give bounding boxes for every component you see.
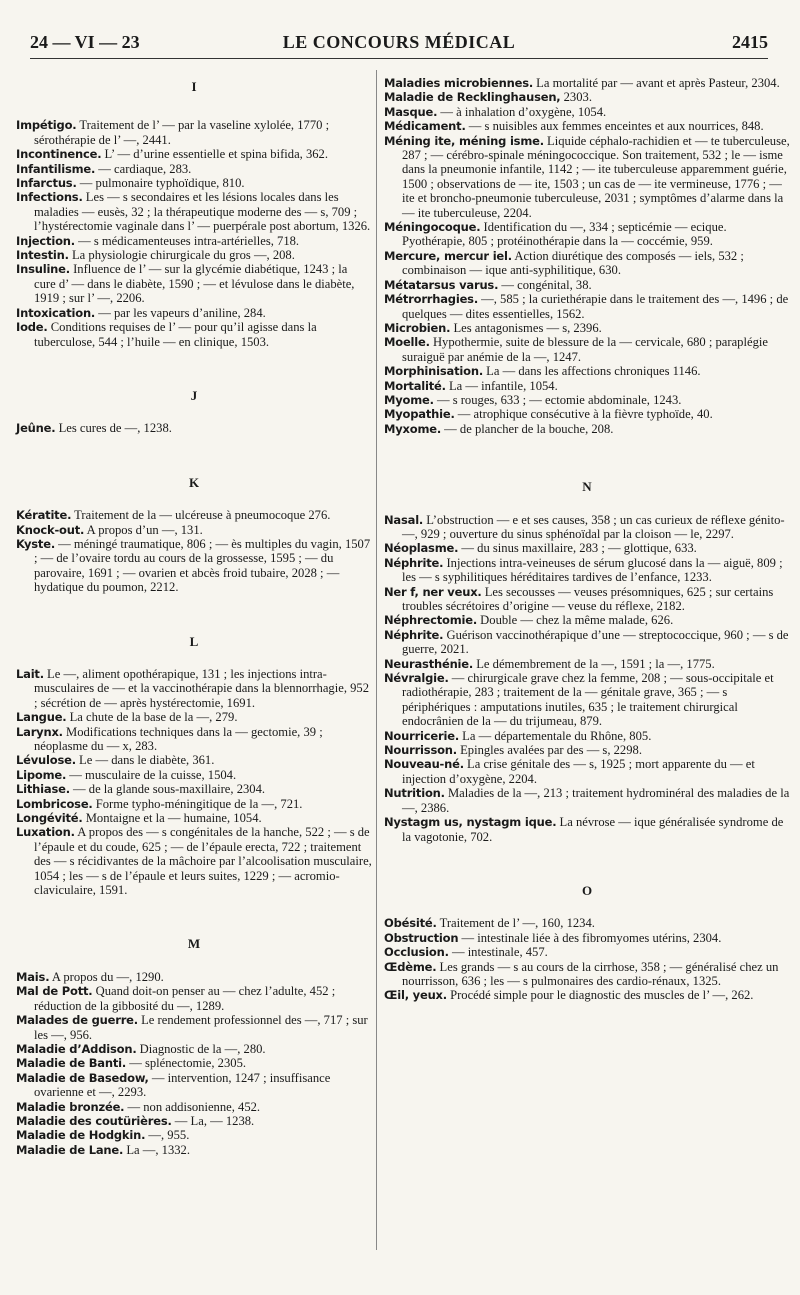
- entry-text: Action diurétique des composés — iels, 532 ; combinaison — ique anti-syphilitique, 630.: [402, 248, 744, 278]
- entry-term: Maladie de Banti.: [16, 1056, 127, 1071]
- index-entry: [16, 306, 372, 320]
- entry-text: La — infantile, 1054.: [445, 378, 558, 393]
- entry-term: Mal de Pott.: [16, 984, 93, 999]
- index-entry: [384, 815, 790, 844]
- entry-text: — chirurgicale grave chez la femme, 208 ; — sous-occipitale et radiothérapie, 283 ; traitement de la — génitale grave, 365 ; — s périphériques : amputations inutiles, 635 ; le traitement chirurgical endocrânien de la — du trijumeau, 879.: [402, 671, 774, 729]
- entry-term: Néphrite.: [384, 627, 444, 642]
- entry-term: Kyste.: [16, 536, 55, 551]
- entry-text: —, 585 ; la curiethérapie dans le traitement des —, 1496 ; de quelques — dites essentielles, 1562.: [402, 292, 789, 321]
- entry-term: Maladie de Lane.: [16, 1142, 124, 1157]
- entry-text: Hypothermie, suite de blessure de la — cervicale, 680 ; paraplégie suraiguë par anémie de la —, 1247.: [402, 335, 768, 364]
- entry-term: Myome.: [384, 392, 434, 407]
- index-entry: [16, 190, 372, 233]
- index-entry: [384, 945, 790, 959]
- index-entry: [16, 262, 372, 305]
- index-entry: [384, 988, 790, 1002]
- index-entry: [16, 320, 372, 349]
- entry-term: Métrorrhagies.: [384, 292, 478, 307]
- section-letter: L: [189, 633, 199, 649]
- index-entry: [384, 393, 790, 407]
- entry-text: — pulmonaire typhoïdique, 810.: [76, 176, 245, 191]
- index-entry: [384, 105, 790, 119]
- entry-term: Nouveau-né.: [384, 757, 464, 772]
- entry-text: Modifications techniques dans la — gectomie, 39 ; néoplasme du — x, 283.: [34, 724, 323, 753]
- entry-term: Infantilisme.: [16, 161, 96, 176]
- entry-term: Kératite.: [16, 508, 72, 523]
- entry-text: Le rendement professionnel des —, 717 ; sur les —, 956.: [34, 1013, 368, 1042]
- entry-text: Montaigne et la — humaine, 1054.: [82, 811, 262, 826]
- index-entry: [384, 757, 790, 786]
- entry-text: — non addisonienne, 452.: [124, 1099, 261, 1114]
- entry-text: Influence de l’ — sur la glycémie diabétique, 1243 ; la cure d’ — dans le diabète, 1590 ; — et lévulose dans le diabète, 1919 ; sur l’ —, 2206.: [34, 262, 355, 306]
- entry-term: Néphrectomie.: [384, 613, 478, 628]
- entry-text: — intervention, 1247 ; insuffisance ovarienne et —, 2293.: [34, 1070, 331, 1100]
- index-entry: [384, 671, 790, 729]
- entry-text: — congénital, 38.: [498, 277, 592, 292]
- entry-term: Nourricerie.: [384, 728, 459, 743]
- index-entry: [16, 825, 372, 897]
- entry-term: Luxation.: [16, 825, 75, 840]
- index-entry: [16, 1143, 372, 1157]
- entry-term: Longévité.: [16, 811, 83, 826]
- index-entry: [16, 176, 372, 190]
- section-letter: I: [191, 79, 197, 94]
- entry-text: A propos du —, 1290.: [49, 969, 164, 984]
- entry-term: Neurasthénie.: [384, 656, 474, 671]
- entry-term: Nourrisson.: [384, 743, 457, 758]
- index-entry: [384, 613, 790, 627]
- index-entry: [384, 628, 790, 657]
- entry-text: — de plancher de la bouche, 208.: [441, 421, 614, 436]
- index-entry: [384, 220, 790, 249]
- index-entry: [384, 321, 790, 335]
- entry-term: Obésité.: [384, 916, 437, 931]
- issue-reference: 24 — VI — 23: [30, 32, 140, 52]
- index-entry: [384, 743, 790, 757]
- entry-term: Néoplasme.: [384, 541, 459, 556]
- entry-term: Mortalité.: [384, 378, 446, 393]
- entry-term: Maladie de Basedow,: [16, 1070, 149, 1085]
- entry-term: Œil, yeux.: [384, 988, 447, 1003]
- entry-text: Les grands — s au cours de la cirrhose, 358 ; — généralisé chez un nourrisson, 636 ; les — s pulmonaires des cardio-rénaux, 1325.: [402, 959, 779, 988]
- section-letter: O: [581, 882, 593, 898]
- index-entry: [384, 119, 790, 133]
- entry-term: Néphrite.: [384, 555, 444, 570]
- journal-title: LE CONCOURS MÉDICAL: [282, 32, 516, 52]
- entry-term: Métatarsus varus.: [384, 277, 499, 292]
- index-entry: [16, 1100, 372, 1114]
- entry-term: Morphinisation.: [384, 364, 484, 379]
- entry-text: Identification du —, 334 ; septicémie — ecique. Pyothérapie, 805 ; protéinothérapie dans la — coccémie, 959.: [402, 220, 727, 249]
- entry-text: Le — dans le diabète, 361.: [75, 753, 215, 768]
- index-entry: [384, 960, 790, 989]
- index-entry: [16, 667, 372, 710]
- entry-text: Le —, aliment opothérapique, 131 ; les injections intra-musculaires de — et la vaccinothérapie dans la blennorrhagie, 952 ; sécrétion de — après hystérectomie, 1691.: [34, 666, 370, 710]
- index-entry: [384, 292, 790, 321]
- index-entry: [16, 1013, 372, 1042]
- entry-term: Lithiase.: [16, 782, 70, 797]
- entry-term: Lévulose.: [16, 753, 76, 768]
- index-entry: [16, 710, 372, 724]
- index-entry: [16, 1114, 372, 1128]
- entry-term: Iode.: [16, 320, 48, 335]
- entry-text: Maladies de la —, 213 ; traitement hydrominéral des maladies de la —, 2386.: [402, 786, 790, 815]
- entry-text: Les antagonismes — s, 2396.: [450, 320, 602, 335]
- entry-term: Nystagm us, nystagm ique.: [384, 815, 557, 830]
- column-divider: [376, 70, 377, 1250]
- entry-text: Les cures de —, 1238.: [55, 421, 172, 436]
- entry-text: Conditions requises de l’ — pour qu’il agisse dans la tuberculose, 544 ; l’huile — en clinique, 1503.: [34, 320, 317, 349]
- entry-text: — à inhalation d’oxygène, 1054.: [437, 104, 607, 119]
- entry-text: Les secousses — veuses présomniques, 625 ; sur certains troubles sécrétoires d’origine — veuse du réflexe, 2182.: [402, 584, 774, 613]
- index-entry: [16, 537, 372, 595]
- entry-term: Névralgie.: [384, 671, 449, 686]
- entry-text: — s rouges, 633 ; — ectomie abdominale, 1243.: [433, 392, 682, 407]
- entry-term: Ner f, ner veux.: [384, 584, 482, 599]
- entry-text: — splénectomie, 2305.: [126, 1056, 247, 1071]
- entry-text: — méningé traumatique, 806 ; — ès multiples du vagin, 1507 ; — de l’ovaire tordu au cours de la grossesse, 1595 ; — du parovaire, 1691 ; — ovarien et abcès froid tubaire, 2028 ; — hydatique du poumon, 2212.: [34, 536, 371, 595]
- index-entry: [16, 753, 372, 767]
- entry-text: Double — chez la même malade, 626.: [477, 613, 674, 628]
- entry-text: La chute de la base de la —, 279.: [66, 710, 238, 725]
- entry-term: Occlusion.: [384, 945, 449, 960]
- index-entry: [16, 1071, 372, 1100]
- entry-term: Knock-out.: [16, 522, 85, 537]
- index-entry: [384, 335, 790, 364]
- index-column-left: [16, 70, 372, 1157]
- entry-term: Masque.: [384, 104, 438, 119]
- index-entry: [16, 797, 372, 811]
- entry-text: — s nuisibles aux femmes enceintes et aux nourrices, 848.: [465, 119, 764, 134]
- entry-text: Les — s secondaires et les lésions locales dans les maladies — eusès, 32 ; la thérapeutique moderne des — s, 709 ; l’hystérectomie vaginale dans l’ — puerpérale post abortum, 1326.: [34, 190, 371, 234]
- entry-text: La — départementale du Rhône, 805.: [459, 728, 652, 743]
- entry-term: Obstruction: [384, 930, 459, 945]
- entry-term: Lipome.: [16, 767, 67, 782]
- entry-term: Mais.: [16, 969, 50, 984]
- index-entry: [384, 556, 790, 585]
- index-entry: [16, 421, 372, 435]
- entry-text: Traitement de l’ — par la vaseline xylolée, 1770 ; sérothérapie de l’ —, 2441.: [34, 118, 330, 147]
- index-entry: [16, 768, 372, 782]
- entry-term: Maladie d’Addison.: [16, 1041, 137, 1056]
- index-entry: [384, 916, 790, 930]
- entry-term: Médicament.: [384, 119, 466, 134]
- index-entry: [16, 782, 372, 796]
- entry-text: La crise génitale des — s, 1925 ; mort apparente du — et injection d’oxygène, 2204.: [402, 757, 755, 786]
- entry-text: — de la glande sous-maxillaire, 2304.: [69, 782, 266, 797]
- index-column-right: [384, 70, 790, 1003]
- entry-term: Intestin.: [16, 248, 69, 263]
- section-letter: N: [582, 479, 592, 495]
- index-entry: [384, 278, 790, 292]
- index-entry: [16, 984, 372, 1013]
- index-entry: [384, 76, 790, 90]
- entry-term: Maladie des coutürières.: [16, 1113, 172, 1128]
- entry-text: — La, — 1238.: [171, 1113, 255, 1128]
- header-rule: [30, 58, 768, 59]
- index-entry: [16, 162, 372, 176]
- entry-term: Lombricose.: [16, 796, 93, 811]
- index-entry: [16, 118, 372, 147]
- index-entry: [16, 1128, 372, 1142]
- entry-text: — musculaire de la cuisse, 1504.: [66, 767, 237, 782]
- entry-text: L’ — d’urine essentielle et spina bifida, 362.: [101, 147, 329, 162]
- index-entry: [384, 513, 790, 542]
- entry-term: Nutrition.: [384, 786, 445, 801]
- page-header: [30, 30, 768, 58]
- entry-text: — intestinale, 457.: [448, 945, 548, 960]
- index-entry: [384, 134, 790, 220]
- index-entry: [384, 407, 790, 421]
- entry-text: —, 955.: [145, 1128, 190, 1143]
- entry-text: Procédé simple pour le diagnostic des muscles de l’ —, 262.: [446, 988, 754, 1003]
- section-letter: M: [187, 936, 201, 952]
- index-entry: [16, 1042, 372, 1056]
- entry-term: Maladie de Recklinghausen,: [384, 90, 561, 105]
- entry-term: Microbien.: [384, 320, 451, 335]
- entry-text: Guérison vaccinothérapique d’une — streptococcique, 960 ; — s de guerre, 2021.: [402, 627, 789, 657]
- entry-term: Méning ite, méning isme.: [384, 133, 544, 148]
- index-entry: [384, 931, 790, 945]
- entry-term: Œdème.: [384, 959, 437, 974]
- entry-text: — s médicamenteuses intra-artérielles, 718.: [74, 233, 300, 248]
- entry-term: Infarctus.: [16, 176, 77, 191]
- entry-text: La mortalité par — avant et après Pasteur, 2304.: [533, 76, 780, 90]
- entry-term: Maladies microbiennes.: [384, 76, 534, 90]
- entry-text: Injections intra-veineuses de sérum glucosé dans la — aiguë, 809 ; les — s syphilitiques héréditaires tardives de l’enfance, 1233.: [402, 555, 783, 585]
- entry-text: Forme typho-méningitique de la —, 721.: [92, 796, 303, 811]
- index-entry: [16, 147, 372, 161]
- index-entry: [16, 811, 372, 825]
- entry-term: Lait.: [16, 666, 44, 681]
- entry-text: L’obstruction — e et ses causes, 358 ; un cas curieux de réflexe génito- —, 929 ; ouverture du sinus sphénoïdal par la cloison — le, 2297.: [402, 512, 785, 541]
- entry-term: Mercure, mercur iel.: [384, 248, 512, 263]
- entry-term: Méningocoque.: [384, 220, 481, 235]
- index-entry: [384, 657, 790, 671]
- entry-term: Moelle.: [384, 335, 430, 350]
- entry-text: La —, 1332.: [123, 1142, 190, 1157]
- entry-term: Incontinence.: [16, 147, 102, 162]
- index-entry: [384, 786, 790, 815]
- index-entry: [384, 585, 790, 614]
- entry-text: Le démembrement de la —, 1591 ; la —, 1775.: [473, 656, 715, 671]
- index-entry: [384, 364, 790, 378]
- entry-text: Epingles avalées par des — s, 2298.: [456, 743, 642, 758]
- entry-term: Nasal.: [384, 512, 424, 527]
- entry-text: — par les vapeurs d’aniline, 284.: [95, 305, 266, 320]
- entry-term: Injection.: [16, 233, 75, 248]
- entry-text: — cardiaque, 283.: [95, 161, 192, 176]
- entry-text: Traitement de l’ —, 160, 1234.: [436, 916, 595, 931]
- section-letter: J: [190, 387, 198, 403]
- section-letter: K: [188, 474, 200, 490]
- entry-text: — du sinus maxillaire, 283 ; — glottique, 633.: [458, 541, 697, 556]
- entry-text: Diagnostic de la —, 280.: [136, 1041, 266, 1056]
- entry-term: Intoxication.: [16, 305, 96, 320]
- entry-term: Infections.: [16, 190, 83, 205]
- entry-term: Insuline.: [16, 262, 70, 277]
- entry-text: Quand doit-on penser au — chez l’adulte, 452 ; réduction de la gibbosité du —, 1289.: [34, 984, 336, 1013]
- index-entry: [384, 729, 790, 743]
- index-entry: [16, 725, 372, 754]
- entry-term: Myxome.: [384, 421, 442, 436]
- entry-term: Larynx.: [16, 724, 63, 739]
- entry-text: 2303.: [560, 90, 592, 105]
- entry-text: A propos des — s congénitales de la hanche, 522 ; — s de l’épaule et du coude, 625 ; — de l’épaule erecta, 722 ; traitement des — s récidivantes de la mâchoire par l’alcoolisation musculaire, 1054 ; les — s de l’épaule et leurs suites, 1229 ; — acromio-claviculaire, 1591.: [34, 825, 372, 898]
- index-entry: [16, 248, 372, 262]
- entry-term: Myopathie.: [384, 407, 455, 422]
- entry-text: Liquide céphalo-rachidien et — te tuberculeuse, 287 ; — cérébro-spinale méningococcique. Son traitement, 532 ; le — isme dans la pneumonie infantile, 1142 ; — ite tuberculeuse apparemment guérie, 1500 ; observations de — ite, 1503 ; un cas de — ite vermineuse, 1776 ; — ite et broncho-pneumonie tuberculeuse, 2031 ; symptômes d’alarme dans la — ite tuberculeuse, 2204.: [402, 133, 790, 220]
- index-entry: [384, 379, 790, 393]
- index-entry: [384, 541, 790, 555]
- index-entry: [16, 508, 372, 522]
- page-number: 2415: [732, 32, 768, 52]
- entry-term: Malades de guerre.: [16, 1013, 138, 1028]
- entry-term: Impétigo.: [16, 118, 77, 133]
- index-entry: [16, 523, 372, 537]
- index-entry: [384, 422, 790, 436]
- entry-text: La — dans les affections chroniques 1146.: [483, 364, 701, 379]
- entry-text: A propos d’un —, 131.: [84, 522, 203, 537]
- index-entry: [16, 234, 372, 248]
- entry-term: Jeûne.: [16, 421, 56, 436]
- index-entry: [16, 1056, 372, 1070]
- entry-term: Langue.: [16, 710, 67, 725]
- index-entry: [384, 249, 790, 278]
- index-entry: [384, 90, 790, 104]
- entry-text: Traitement de la — ulcéreuse à pneumocoque 276.: [71, 508, 331, 523]
- entry-text: — atrophique consécutive à la fièvre typhoïde, 40.: [454, 407, 713, 422]
- index-entry: [16, 970, 372, 984]
- entry-term: Maladie bronzée.: [16, 1099, 125, 1114]
- entry-text: La névrose — ique généralisée syndrome de la vagotonie, 702.: [402, 815, 784, 844]
- entry-term: Maladie de Hodgkin.: [16, 1128, 146, 1143]
- entry-text: — intestinale liée à des fibromyomes utérins, 2304.: [458, 930, 722, 945]
- entry-text: La physiologie chirurgicale du gros —, 208.: [68, 248, 295, 263]
